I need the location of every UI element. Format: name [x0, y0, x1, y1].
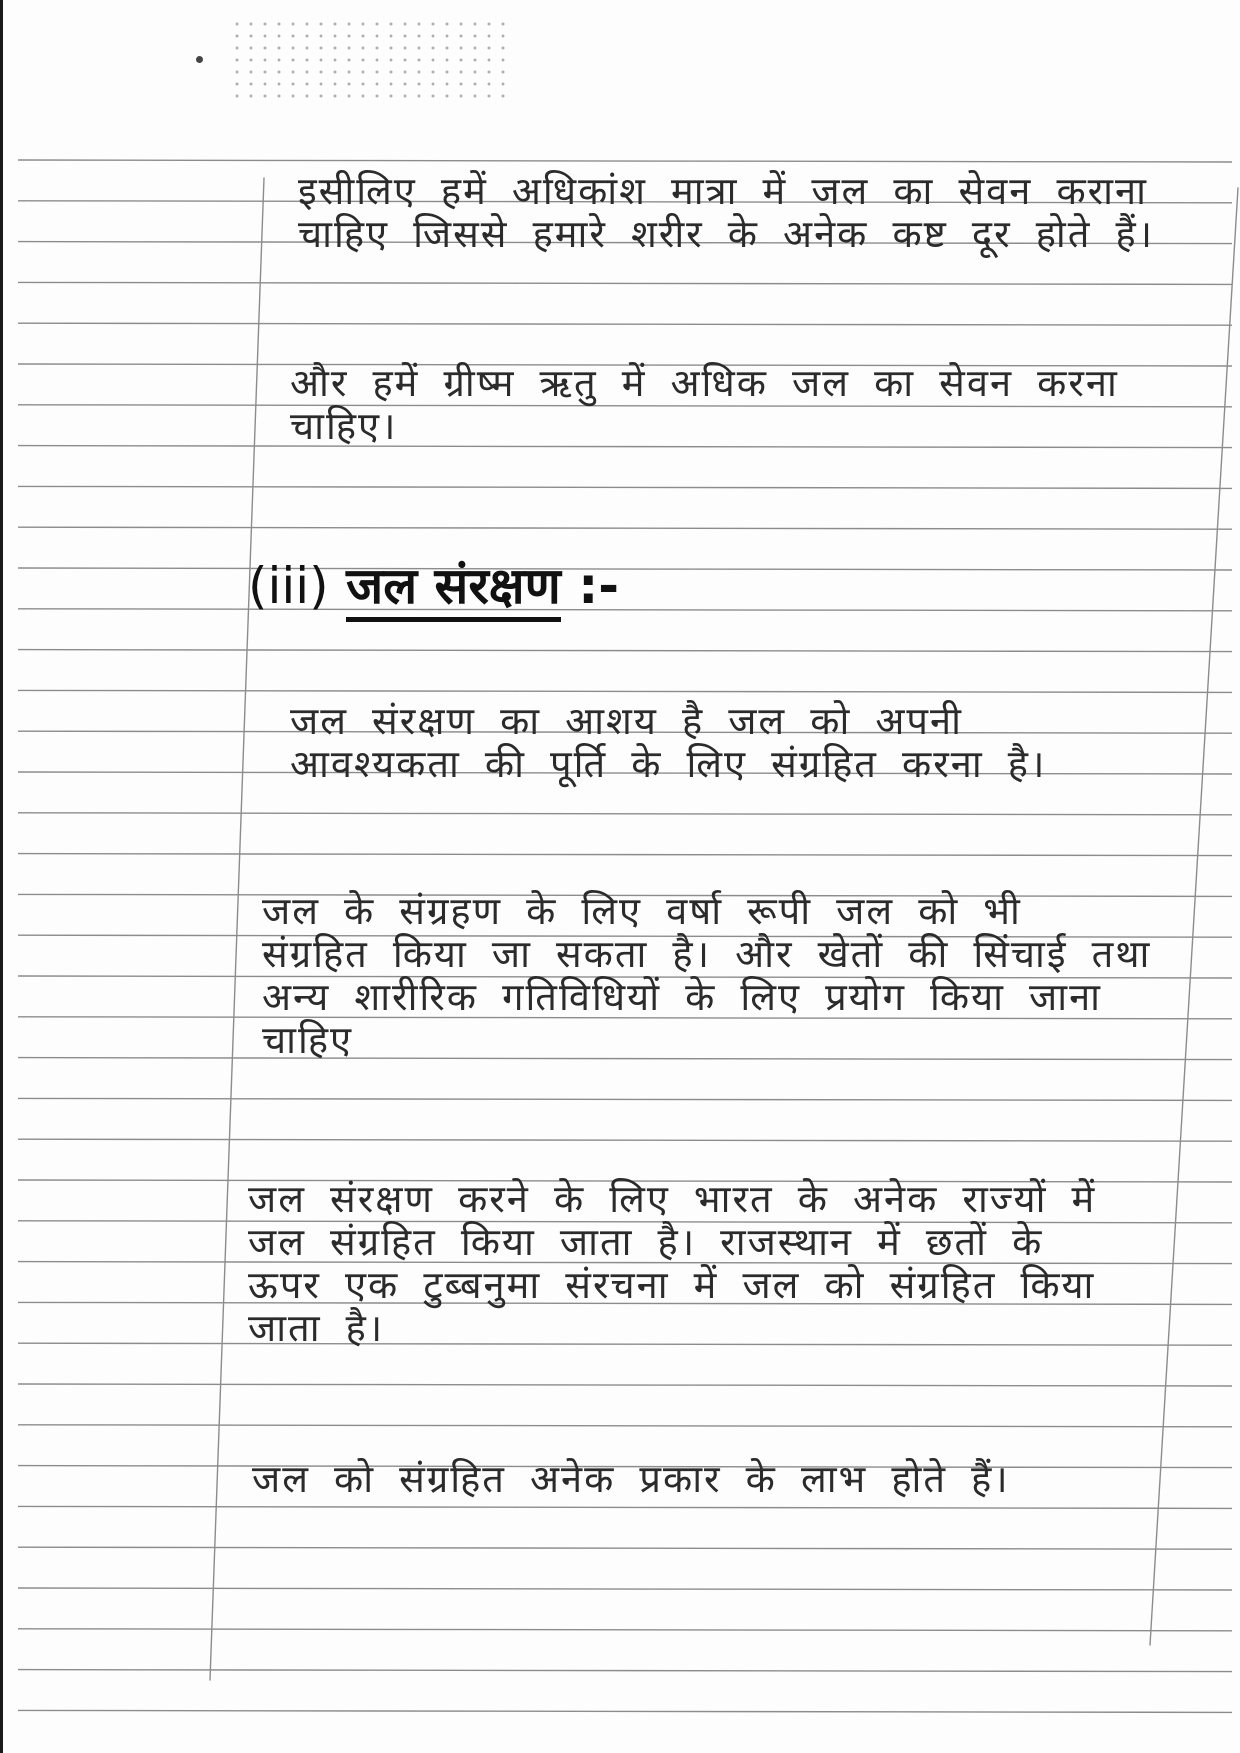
paragraph-rainwater: जल के संग्रहण के लिए वर्षा रूपी जल को भी संग्रहित किया जा सकता है। और खेतों की सिंचाई तथा अन्य शारीरिक गतिविधियों के लिए प्रयोग किया जाना चाहिए: [262, 889, 1176, 1062]
left-margin-line: [210, 178, 264, 1680]
paragraph-benefits: जल को संग्रहित अनेक प्रकार के लाभ होते हैं।: [252, 1457, 1010, 1501]
paragraph-intro-1: इसीलिए हमें अधिकांश मात्रा में जल का सेवन कराना चाहिए जिससे हमारे शरीर के अनेक कष्ट दूर होते हैं।: [298, 169, 1173, 256]
ruled-line: [18, 486, 1232, 488]
ruled-line: [18, 323, 1232, 325]
ruled-line: [18, 650, 1232, 652]
section-title: जल संरक्षण: [346, 557, 561, 622]
ruled-line: [18, 690, 1232, 692]
ruled-line: [18, 1588, 1232, 1590]
section-suffix: :-: [578, 557, 619, 615]
ruled-line: [18, 1670, 1232, 1672]
ruled-line: [18, 1098, 1232, 1100]
ruled-line: [18, 1139, 1232, 1141]
paragraph-intro-2: और हमें ग्रीष्म ऋतु में अधिक जल का सेवन करना चाहिए।: [290, 361, 1143, 448]
ruled-line: [18, 609, 1232, 611]
ruled-line: [18, 568, 1232, 570]
paragraph-rajasthan: जल संरक्षण करने के लिए भारत के अनेक राज्यों में जल संग्रहित किया जाता है। राजस्थान में छतों के ऊपर एक टुब्बनुमा संरचना में जल को संग्रहित किया जाता है।: [248, 1177, 1121, 1350]
ruled-line: [18, 1425, 1232, 1427]
ruled-line: [18, 1506, 1232, 1508]
paragraph-definition: जल संरक्षण का आशय है जल को अपनी आवश्यकता की पूर्ति के लिए संग्रहित करना है।: [290, 699, 1047, 786]
ruled-line: [18, 1710, 1232, 1712]
ruled-line: [18, 282, 1232, 284]
section-number: (iii): [248, 557, 329, 615]
ruled-line: [18, 854, 1232, 856]
ruled-line: [18, 1629, 1232, 1631]
ruled-line: [18, 1384, 1232, 1386]
ruled-line: [18, 527, 1232, 529]
ruled-line: [18, 813, 1232, 815]
ruled-line: [18, 160, 1232, 162]
section-heading: [248, 556, 619, 616]
ruled-line: [18, 1547, 1232, 1549]
